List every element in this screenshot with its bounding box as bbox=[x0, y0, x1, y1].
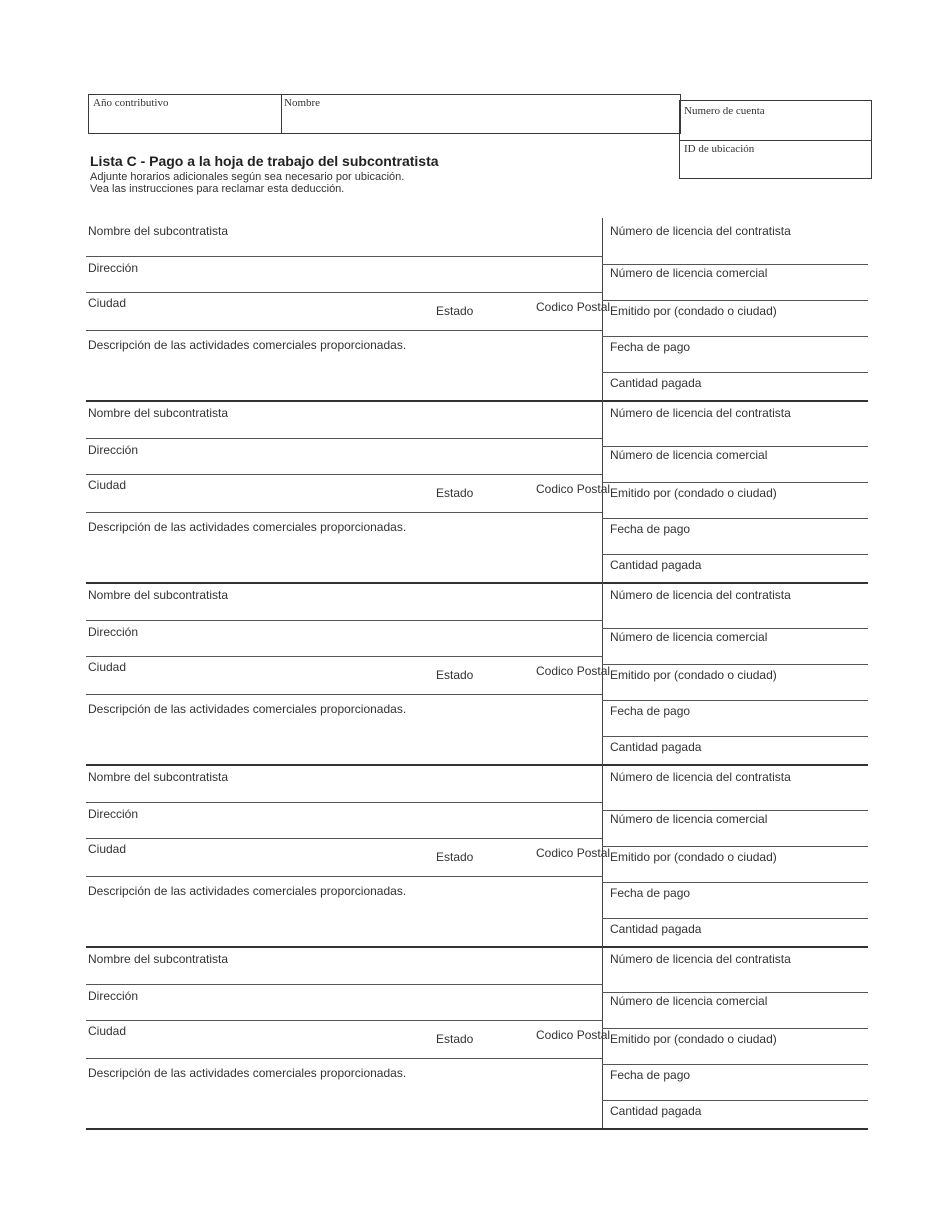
instruction-line-1: Adjunte horarios adicionales según sea necesario por ubicación. bbox=[90, 171, 405, 183]
block-3-bottom-rule bbox=[86, 764, 868, 766]
description-label: Descripción de las actividades comerciales proporcionadas. bbox=[88, 884, 407, 898]
block-1-left-line bbox=[86, 330, 602, 331]
block-1-bottom-rule bbox=[86, 400, 868, 402]
state-label: Estado bbox=[436, 850, 474, 864]
block-3-right-line bbox=[602, 700, 868, 701]
block-2-right-line bbox=[602, 446, 868, 447]
issued-by-label: Emitido por (condado o ciudad) bbox=[610, 1032, 777, 1046]
block-1-right-line bbox=[602, 300, 868, 301]
business-license-label: Número de licencia comercial bbox=[610, 448, 768, 462]
city-label: Ciudad bbox=[88, 660, 127, 674]
city-label: Ciudad bbox=[88, 842, 127, 856]
issued-by-label: Emitido por (condado o ciudad) bbox=[610, 668, 777, 682]
block-4-right-line bbox=[602, 882, 868, 883]
block-1-left-line bbox=[86, 256, 602, 257]
amount-paid-label: Cantidad pagada bbox=[610, 558, 702, 572]
contractor-license-label: Número de licencia del contratista bbox=[610, 588, 791, 602]
block-5-left-line bbox=[86, 1058, 602, 1059]
block-1-right-line bbox=[602, 336, 868, 337]
description-label: Descripción de las actividades comerciales proporcionadas. bbox=[88, 520, 407, 534]
account-number-box[interactable] bbox=[679, 100, 872, 141]
name-box[interactable] bbox=[280, 94, 681, 134]
amount-paid-label: Cantidad pagada bbox=[610, 376, 702, 390]
payment-date-label: Fecha de pago bbox=[610, 522, 691, 536]
block-2-left-line bbox=[86, 512, 602, 513]
name-label: Nombre bbox=[284, 97, 321, 109]
contractor-license-label: Número de licencia del contratista bbox=[610, 770, 791, 784]
city-label: Ciudad bbox=[88, 296, 127, 310]
description-label: Descripción de las actividades comerciales proporcionadas. bbox=[88, 702, 407, 716]
block-2-bottom-rule bbox=[86, 582, 868, 584]
business-license-label: Número de licencia comercial bbox=[610, 812, 768, 826]
contractor-license-label: Número de licencia del contratista bbox=[610, 406, 791, 420]
amount-paid-label: Cantidad pagada bbox=[610, 1104, 702, 1118]
payment-date-label: Fecha de pago bbox=[610, 886, 691, 900]
block-2-left-line bbox=[86, 474, 602, 475]
subcontractor-name-label: Nombre del subcontratista bbox=[88, 588, 229, 602]
block-4-left-line bbox=[86, 876, 602, 877]
payment-date-label: Fecha de pago bbox=[610, 340, 691, 354]
amount-paid-label: Cantidad pagada bbox=[610, 922, 702, 936]
block-2-right-line bbox=[602, 518, 868, 519]
block-5-right-line bbox=[602, 1100, 868, 1101]
block-5-right-line bbox=[602, 1028, 868, 1029]
business-license-label: Número de licencia comercial bbox=[610, 266, 768, 280]
location-id-box[interactable] bbox=[679, 139, 872, 179]
contractor-license-label: Número de licencia del contratista bbox=[610, 224, 791, 238]
contractor-license-label: Número de licencia del contratista bbox=[610, 952, 791, 966]
block-5-right-line bbox=[602, 1064, 868, 1065]
block-4-right-line bbox=[602, 846, 868, 847]
tax-year-label: Año contributivo bbox=[93, 97, 169, 109]
block-2-right-line bbox=[602, 554, 868, 555]
state-label: Estado bbox=[436, 668, 474, 682]
form-title: Lista C - Pago a la hoja de trabajo del subcontratista bbox=[90, 153, 439, 169]
city-label: Ciudad bbox=[88, 478, 127, 492]
account-number-label: Numero de cuenta bbox=[684, 105, 765, 117]
address-label: Dirección bbox=[88, 807, 139, 821]
postal-code-label: Codico Postal bbox=[536, 664, 611, 678]
block-2-left-line bbox=[86, 438, 602, 439]
block-3-left-line bbox=[86, 694, 602, 695]
subcontractor-name-label: Nombre del subcontratista bbox=[88, 406, 229, 420]
payment-date-label: Fecha de pago bbox=[610, 1068, 691, 1082]
issued-by-label: Emitido por (condado o ciudad) bbox=[610, 486, 777, 500]
block-3-right-line bbox=[602, 628, 868, 629]
address-label: Dirección bbox=[88, 989, 139, 1003]
block-3-left-line bbox=[86, 620, 602, 621]
block-1-right-line bbox=[602, 264, 868, 265]
block-4-right-line bbox=[602, 810, 868, 811]
block-3-right-line bbox=[602, 664, 868, 665]
state-label: Estado bbox=[436, 304, 474, 318]
state-label: Estado bbox=[436, 486, 474, 500]
block-5-bottom-rule bbox=[86, 1128, 868, 1130]
block-1-right-line bbox=[602, 372, 868, 373]
block-5-left-line bbox=[86, 1020, 602, 1021]
issued-by-label: Emitido por (condado o ciudad) bbox=[610, 304, 777, 318]
tax-year-box[interactable] bbox=[88, 94, 282, 134]
block-4-right-line bbox=[602, 918, 868, 919]
issued-by-label: Emitido por (condado o ciudad) bbox=[610, 850, 777, 864]
address-label: Dirección bbox=[88, 261, 139, 275]
block-1-left-line bbox=[86, 292, 602, 293]
postal-code-label: Codico Postal bbox=[536, 1028, 611, 1042]
address-label: Dirección bbox=[88, 443, 139, 457]
business-license-label: Número de licencia comercial bbox=[610, 630, 768, 644]
block-4-bottom-rule bbox=[86, 946, 868, 948]
postal-code-label: Codico Postal bbox=[536, 300, 611, 314]
block-2-right-line bbox=[602, 482, 868, 483]
description-label: Descripción de las actividades comerciales proporcionadas. bbox=[88, 338, 407, 352]
block-5-left-line bbox=[86, 984, 602, 985]
state-label: Estado bbox=[436, 1032, 474, 1046]
payment-date-label: Fecha de pago bbox=[610, 704, 691, 718]
postal-code-label: Codico Postal bbox=[536, 482, 611, 496]
location-id-label: ID de ubicación bbox=[684, 143, 755, 155]
city-label: Ciudad bbox=[88, 1024, 127, 1038]
address-label: Dirección bbox=[88, 625, 139, 639]
block-4-left-line bbox=[86, 802, 602, 803]
postal-code-label: Codico Postal bbox=[536, 846, 611, 860]
description-label: Descripción de las actividades comerciales proporcionadas. bbox=[88, 1066, 407, 1080]
subcontractor-name-label: Nombre del subcontratista bbox=[88, 952, 229, 966]
business-license-label: Número de licencia comercial bbox=[610, 994, 768, 1008]
block-3-left-line bbox=[86, 656, 602, 657]
instruction-line-2: Vea las instrucciones para reclamar esta deducción. bbox=[90, 183, 345, 195]
subcontractor-name-label: Nombre del subcontratista bbox=[88, 770, 229, 784]
subcontractor-name-label: Nombre del subcontratista bbox=[88, 224, 229, 238]
block-4-left-line bbox=[86, 838, 602, 839]
block-5-right-line bbox=[602, 992, 868, 993]
block-3-right-line bbox=[602, 736, 868, 737]
amount-paid-label: Cantidad pagada bbox=[610, 740, 702, 754]
